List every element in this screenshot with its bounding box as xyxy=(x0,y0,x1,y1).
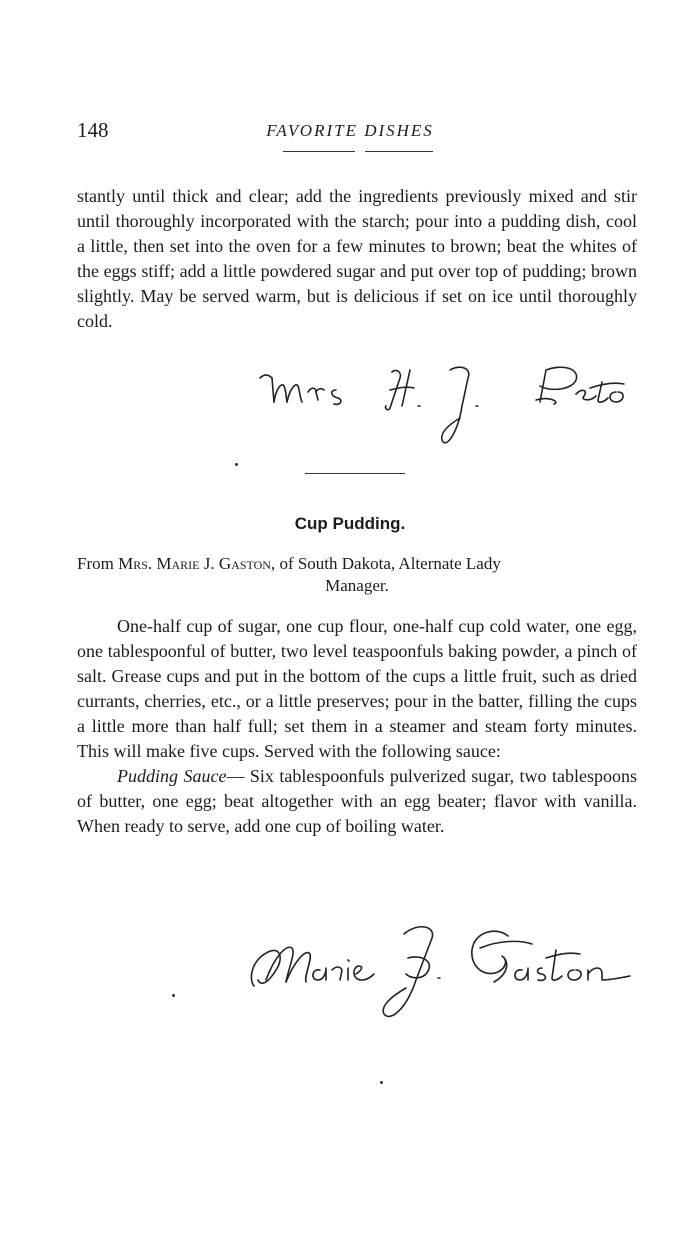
continued-paragraph: stantly until thick and clear; add the ingredients previously mixed and stir until thoroughly incorporated with the starch; pour into a pudding dish, cool a little, then set into the oven for a few minutes to brown; beat the whites of the eggs stiff; add a little powdered sugar and put over top of pudding; brown slightly. May be served warm, but is delicious if set on ice until thoroughly cold. xyxy=(77,186,637,331)
running-title: FAVORITE DISHES xyxy=(266,121,434,140)
attribution-name: Mrs. Marie xyxy=(118,554,200,573)
attribution-rest: of South Dakota, Alternate Lady xyxy=(279,554,501,573)
recipe-title: Cup Pudding. xyxy=(294,514,406,533)
recipe-body xyxy=(77,614,637,839)
stray-dot xyxy=(235,463,238,466)
section-divider xyxy=(305,473,405,474)
stray-dot-lower-left xyxy=(172,994,175,997)
attribution-middle: J. xyxy=(203,554,215,573)
stray-dot-bottom xyxy=(380,1081,383,1084)
sauce-text: — Six tablespoonfuls pulverized sugar, two tablespoons of butter, one egg; beat altogether with an egg beater; flavor with vanilla. When ready to serve, add one cup of boiling water. xyxy=(77,766,637,836)
recipe-attribution xyxy=(77,553,637,597)
sauce-label: Pudding Sauce xyxy=(117,766,227,786)
page-number: 148 xyxy=(77,118,109,142)
continued-recipe-text xyxy=(77,184,637,334)
header-rule-right xyxy=(365,151,433,152)
recipe-instructions: One-half cup of sugar, one cup flour, one-half cup cold water, one egg, one tablespoonful of butter, two level teaspoonfuls baking powder, a pinch of salt. Grease cups and put in the bottom of the cups a little fruit, such as dried currants, cherries, etc., or a little preserves; pour in the batter, filling the cups a little more than half full; set them in a steamer and steam forty minutes. This will make five cups. Served with the following sauce: xyxy=(77,616,637,761)
attribution-surname: Gaston, xyxy=(218,554,276,573)
signature-marie-j-gaston xyxy=(240,918,640,1028)
sauce-paragraph xyxy=(77,764,637,839)
attribution-prefix: From xyxy=(77,554,114,573)
attribution-line2: Manager. xyxy=(325,576,389,595)
header-rule-left xyxy=(283,151,355,152)
signature-mrs-h-j-peto xyxy=(250,362,650,462)
